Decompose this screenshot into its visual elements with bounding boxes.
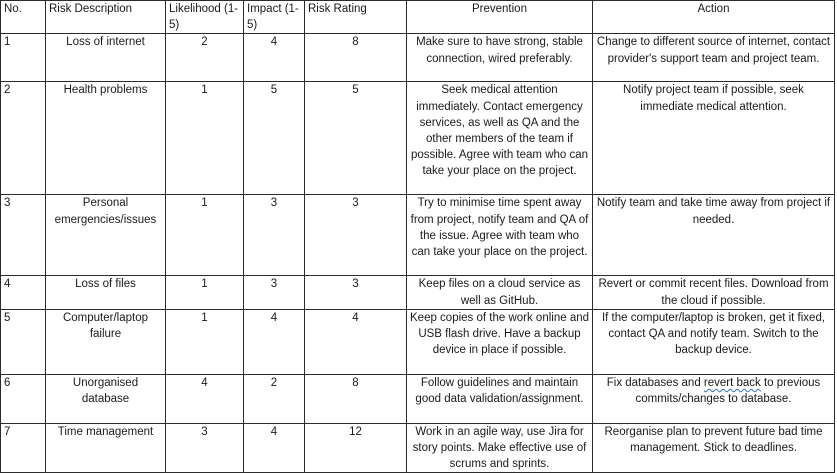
table-row — [1, 82, 835, 195]
cell-prevention: Make sure to have strong, stable connection, wired preferably. — [407, 34, 593, 82]
table-row — [1, 374, 835, 423]
cell-impact: 5 — [244, 82, 305, 195]
cell-description: Health problems — [46, 82, 166, 195]
table-row — [1, 309, 835, 374]
cell-likelihood: 2 — [166, 34, 244, 82]
cell-prevention: Seek medical attention immediately. Contact emergency services, as well as QA and the other members of the team if possible. Agree with team who can take your place on the project. — [407, 82, 593, 195]
header-risk-description: Risk Description — [46, 1, 166, 34]
cell-impact: 4 — [244, 423, 305, 473]
cell-prevention: Work in an agile way, use Jira for story points. Make effective use of scrums and sprints. — [407, 423, 593, 473]
cell-description: Loss of internet — [46, 34, 166, 82]
cell-rating: 8 — [305, 34, 407, 82]
cell-action: If the computer/laptop is broken, get it fixed, contact QA and notify team. Switch to the backup device. — [593, 309, 835, 374]
cell-no: 4 — [1, 276, 46, 309]
cell-rating: 4 — [305, 309, 407, 374]
action-text-start: Fix databases and — [606, 376, 704, 389]
cell-rating: 5 — [305, 82, 407, 195]
spellcheck-flagged-text: revert back — [703, 376, 761, 389]
cell-impact: 4 — [244, 34, 305, 82]
header-no: No. — [1, 1, 46, 34]
table-row — [1, 195, 835, 276]
cell-likelihood: 1 — [166, 195, 244, 276]
cell-impact: 2 — [244, 374, 305, 423]
cell-no: 1 — [1, 34, 46, 82]
cell-no: 5 — [1, 309, 46, 374]
cell-likelihood: 4 — [166, 374, 244, 423]
cell-prevention: Follow guidelines and maintain good data validation/assignment. — [407, 374, 593, 423]
cell-action: Change to different source of internet, contact provider's support team and project team. — [593, 34, 835, 82]
cell-action: Reorganise plan to prevent future bad time management. Stick to deadlines. — [593, 423, 835, 473]
cell-description: Computer/laptop failure — [46, 309, 166, 374]
cell-description: Unorganised database — [46, 374, 166, 423]
cell-rating: 3 — [305, 276, 407, 309]
header-likelihood: Likelihood (1-5) — [166, 1, 244, 34]
cell-action: Notify project team if possible, seek immediate medical attention. — [593, 82, 835, 195]
cell-no: 7 — [1, 423, 46, 473]
cell-no: 2 — [1, 82, 46, 195]
cell-description: Time management — [46, 423, 166, 473]
cell-likelihood: 3 — [166, 423, 244, 473]
cell-likelihood: 1 — [166, 82, 244, 195]
header-action: Action — [593, 1, 835, 34]
header-impact: Impact (1-5) — [244, 1, 305, 34]
action-text-end: to previous commits/changes to database. — [635, 376, 821, 406]
cell-no: 6 — [1, 374, 46, 423]
cell-no: 3 — [1, 195, 46, 276]
header-row — [1, 1, 835, 34]
cell-prevention: Try to minimise time spent away from project, notify team and QA of the issue. Agree with team who can take your place on the project. — [407, 195, 593, 276]
cell-impact: 3 — [244, 276, 305, 309]
cell-action: Revert or commit recent files. Download from the cloud if possible. — [593, 276, 835, 309]
cell-impact: 3 — [244, 195, 305, 276]
cell-description: Loss of files — [46, 276, 166, 309]
cell-impact: 4 — [244, 309, 305, 374]
cell-likelihood: 1 — [166, 276, 244, 309]
cell-rating: 3 — [305, 195, 407, 276]
cell-rating: 12 — [305, 423, 407, 473]
cell-likelihood: 1 — [166, 309, 244, 374]
cell-prevention: Keep files on a cloud service as well as GitHub. — [407, 276, 593, 309]
cell-prevention: Keep copies of the work online and USB flash drive. Have a backup device in place if possible. — [407, 309, 593, 374]
cell-action: Notify team and take time away from project if needed. — [593, 195, 835, 276]
cell-rating: 8 — [305, 374, 407, 423]
cell-description: Personal emergencies/issues — [46, 195, 166, 276]
table-row — [1, 34, 835, 82]
table-row — [1, 276, 835, 309]
cell-action — [593, 374, 835, 423]
header-risk-rating: Risk Rating — [305, 1, 407, 34]
table-row — [1, 423, 835, 473]
header-prevention: Prevention — [407, 1, 593, 34]
